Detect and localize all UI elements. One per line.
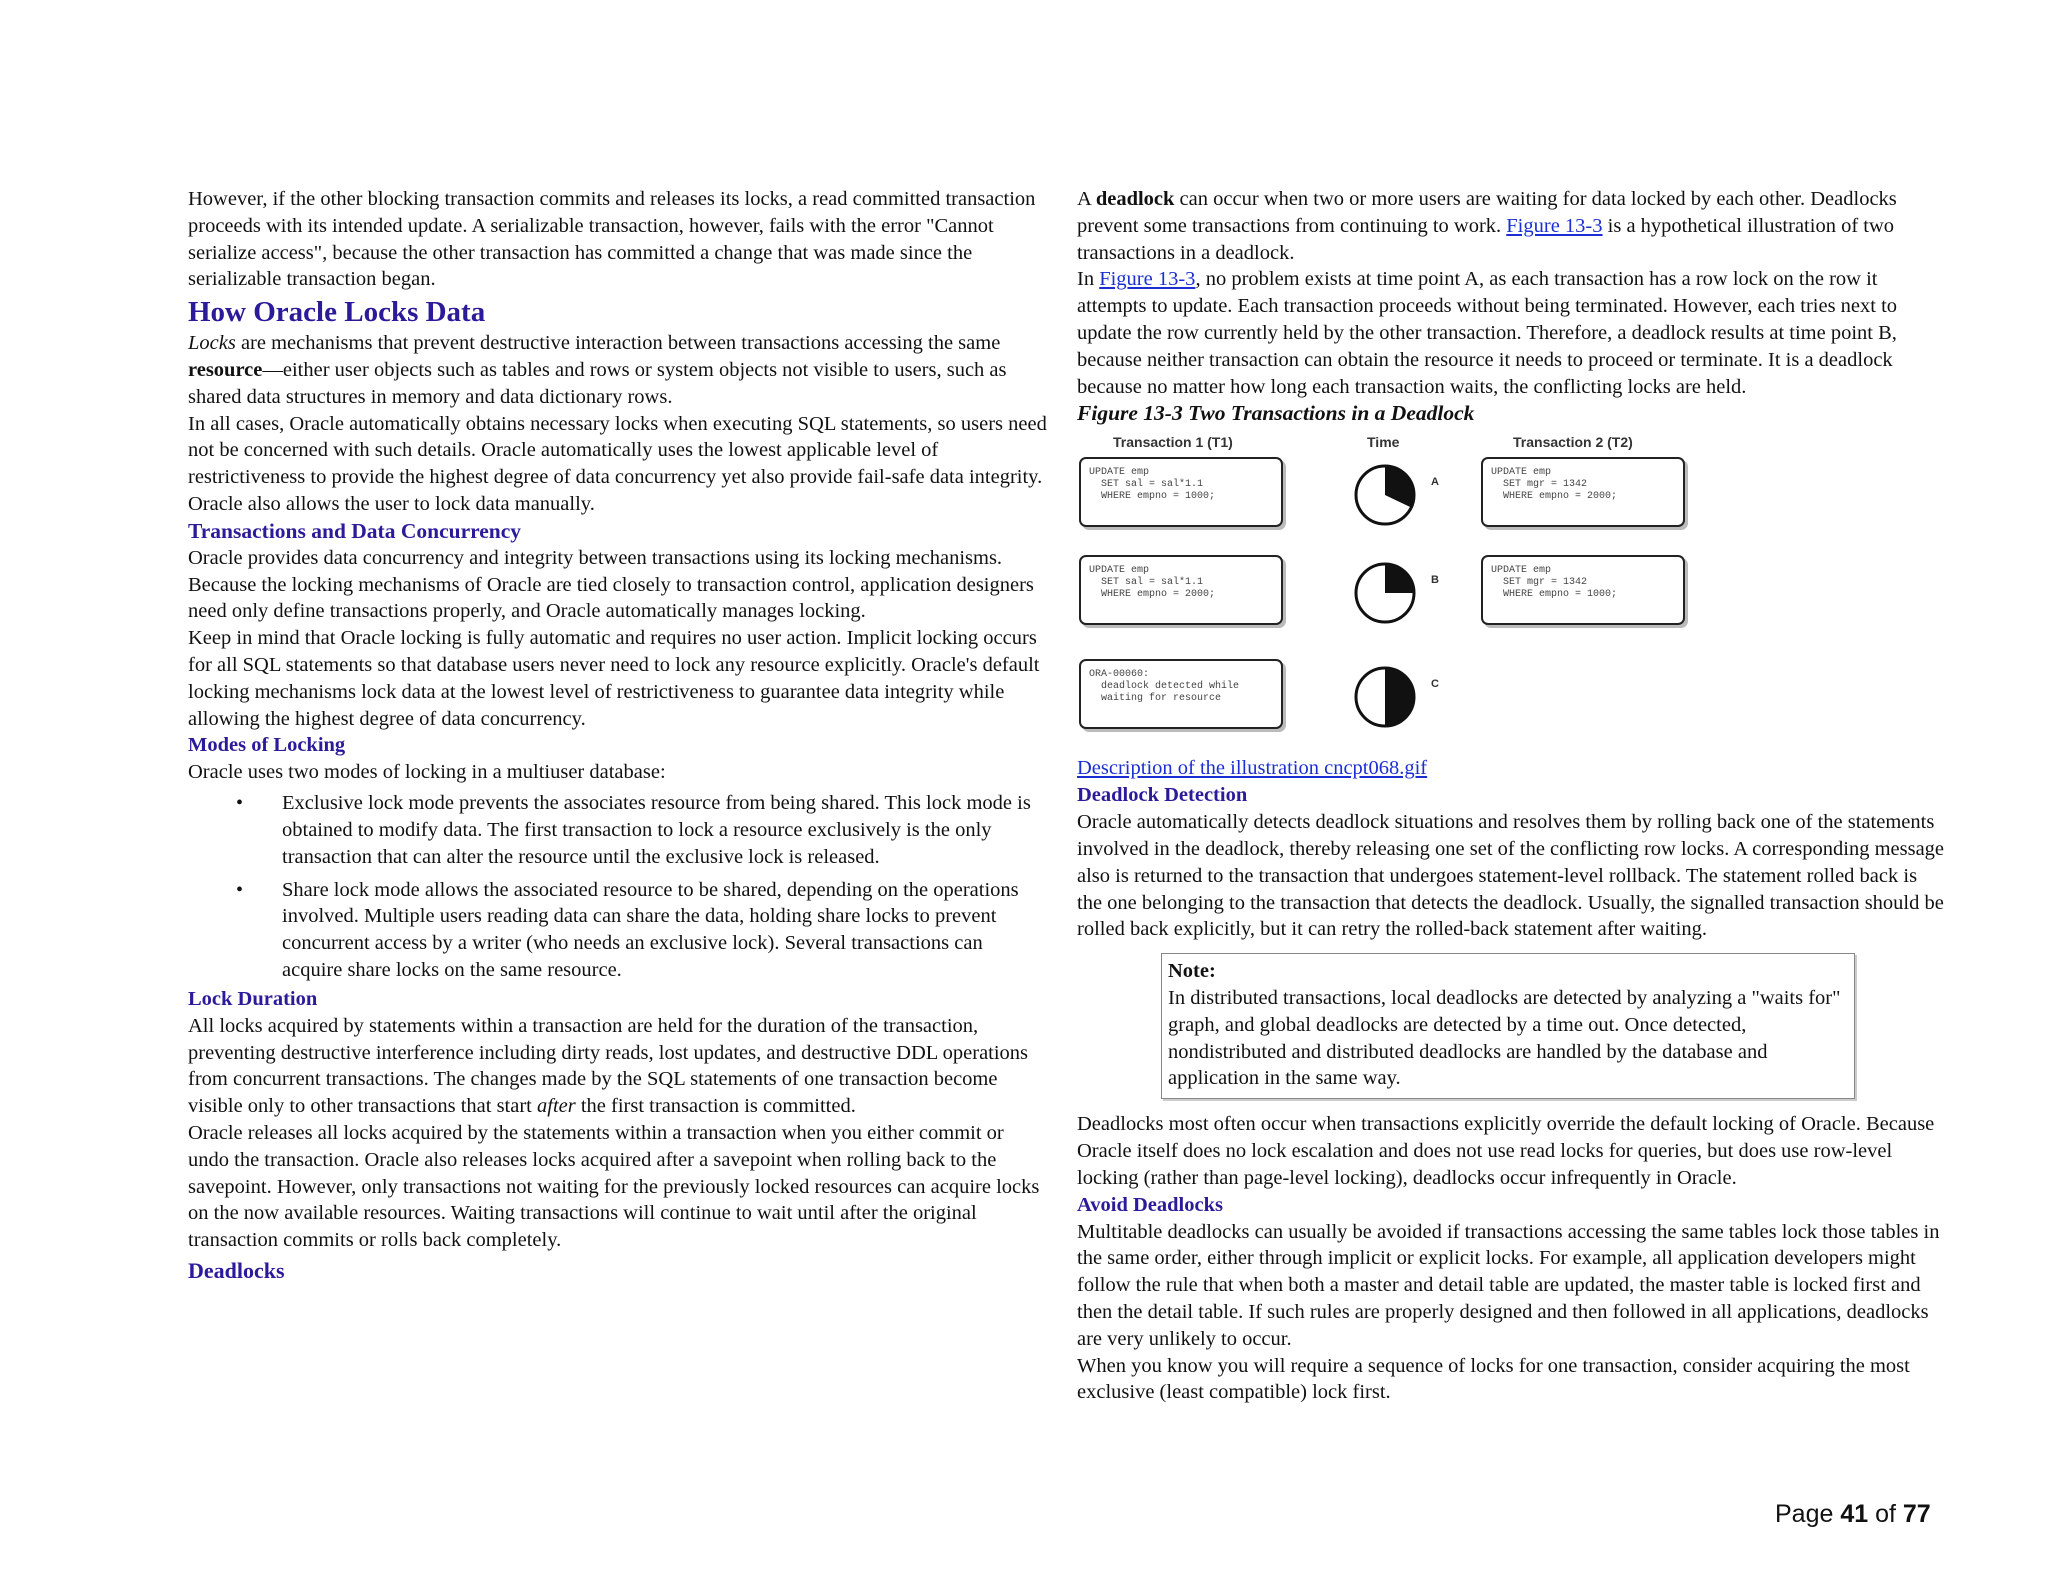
- list-item: • Share lock mode allows the associated resource to be shared, depending on the operations involved. Multiple users reading data can share the data, holding share locks to prevent concurrent access by a writer (who needs an exclusive lock). Several transactions can acquire share locks on the same resource.: [236, 878, 1019, 981]
- modes-intro: Oracle uses two modes of locking in a multiuser database:: [188, 761, 666, 784]
- figure-caption: Figure 13-3 Two Transactions in a Deadlock: [1077, 401, 1475, 426]
- deadlock-term: deadlock: [1095, 188, 1175, 210]
- heading-transactions-concurrency: Transactions and Data Concurrency: [188, 518, 522, 543]
- page-footer: Page 41 of 77: [1775, 1500, 1931, 1528]
- bullet-icon: •: [236, 792, 244, 815]
- heading-how-oracle-locks-data: How Oracle Locks Data: [188, 296, 486, 329]
- keep-in-mind-paragraph: Keep in mind that Oracle locking is fully automatic and requires no user action. Implicit locking occurs for all SQL statements so that database users never need to lock any resource explicitly. Oracle's default locking mechanisms lock data at the lowest level of restrictiveness to guarantee data integrity while allowing the highest degree of data concurrency.: [188, 627, 1040, 730]
- intro-paragraph: However, if the other blocking transaction commits and releases its locks, a read committed transaction proceeds with its intended update. A serializable transaction, however, fails with the error "Cannot serialize access", because the other transaction has committed a change that was made since the serializable transaction began.: [188, 188, 1036, 291]
- left-column: [188, 186, 1048, 1284]
- figure-link[interactable]: Figure 13-3: [1506, 214, 1603, 237]
- time-label-a: A: [1431, 476, 1439, 489]
- locks-paragraph: Locks are mechanisms that prevent destructive interaction between transactions accessing the same resource—either user objects such as tables and rows or system objects not visible to users, such as shared data structures in memory and data dictionary rows.: [188, 332, 1007, 408]
- time-label-c: C: [1431, 678, 1439, 691]
- in-figure-paragraph: In Figure 13-3, no problem exists at time point A, as each transaction has a row lock on the row it attempts to update. Each transaction proceeds without being terminated. However, each tries next to update the row currently held by the other transaction. Therefore, a deadlock results at time point B, because neither transaction can obtain the resource it needs to proceed or terminate. It is a deadlock because no matter how long each transaction waits, the conflicting locks are held.: [1077, 268, 1898, 398]
- heading-avoid-deadlocks: Avoid Deadlocks: [1077, 1193, 1223, 1216]
- clock-a-icon: [1353, 463, 1417, 527]
- heading-deadlock-detection: Deadlock Detection: [1077, 784, 1248, 807]
- figure-header-time: Time: [1367, 434, 1400, 451]
- heading-lock-duration: Lock Duration: [188, 987, 318, 1010]
- duration-paragraph: All locks acquired by statements within a transaction are held for the duration of the transaction, preventing destructive interference including dirty reads, lost updates, and destructive DDL operations from concurrent transactions. The changes made by the SQL statements of one transaction become visible only to other transactions that start after the first transaction is committed.: [188, 1014, 1029, 1118]
- sequence-paragraph: When you know you will require a sequence of locks for one transaction, consider acquiring the most exclusive (least compatible) lock first.: [1077, 1354, 1910, 1404]
- t1-statement-b: UPDATE emp SET sal = sal*1.1 WHERE empno = 2000;: [1079, 555, 1283, 625]
- modes-list: [188, 790, 1048, 984]
- all-cases-paragraph: In all cases, Oracle automatically obtains necessary locks when executing SQL statements, so users need not be concerned with such details. Oracle automatically uses the lowest applicable level of restrictiveness to provide the highest degree of data concurrency yet also provide fail-safe data integrity. Oracle also allows the user to lock data manually.: [188, 412, 1047, 515]
- deadlock-illustration: [1077, 429, 1697, 749]
- deadlock-paragraph: A deadlock can occur when two or more users are waiting for data locked by each other. Deadlocks prevent some transactions from continuing to work. Figure 13-3 is a hypothetical illustration of two transactions in a deadlock.: [1077, 188, 1897, 264]
- description-link[interactable]: Description of the illustration cncpt068.gif: [1077, 757, 1428, 780]
- time-label-b: B: [1431, 574, 1439, 587]
- page-total: 77: [1902, 1500, 1931, 1528]
- locks-term: Locks: [188, 332, 236, 355]
- after-term: after: [537, 1095, 576, 1118]
- note-box: [1161, 953, 1855, 1099]
- t2-statement-a: UPDATE emp SET mgr = 1342 WHERE empno = 2000;: [1481, 457, 1685, 527]
- release-paragraph: Oracle releases all locks acquired by the statements within a transaction when you either commit or undo the transaction. Oracle also releases locks acquired after a savepoint when rolling back to the savepoint. However, only transactions not waiting for the previously locked resources can acquire locks on the now available resources. Waiting transactions will continue to wait until after the original transaction commits or rolls back completely.: [188, 1121, 1040, 1252]
- note-text: In distributed transactions, local deadlocks are detected by analyzing a "waits for" graph, and global deadlocks are detected by a time out. Once detected, nondistributed and distributed deadlocks are handled by the database and application in the same way.: [1168, 986, 1841, 1090]
- bullet-icon: •: [236, 878, 244, 901]
- figure-link[interactable]: Figure 13-3: [1099, 268, 1196, 291]
- heading-modes-of-locking: Modes of Locking: [188, 734, 346, 757]
- resource-term: resource: [188, 358, 263, 381]
- avoid-paragraph: Multitable deadlocks can usually be avoided if transactions accessing the same tables lock those tables in the same order, either through implicit or explicit locks. For example, all application developers might follow the rule that when both a master and detail table are updated, the master table is locked first and then the detail table. If such rules are properly designed and then followed in all applications, deadlocks are very unlikely to occur.: [1077, 1220, 1940, 1350]
- transactions-paragraph: Oracle provides data concurrency and integrity between transactions using its locking mechanisms. Because the locking mechanisms of Oracle are tied closely to transaction control, application designers need only define transactions properly, and Oracle automatically manages locking.: [188, 546, 1034, 623]
- t2-statement-b: UPDATE emp SET mgr = 1342 WHERE empno = 1000;: [1481, 555, 1685, 625]
- often-paragraph: Deadlocks most often occur when transactions explicitly override the default locking of Oracle. Because Oracle itself does no lock escalation and does not use read locks for queries, but does use row-level locking (rather than page-level locking), deadlocks occur infrequently in Oracle.: [1077, 1113, 1935, 1189]
- t1-error-c: ORA-00060: deadlock detected while waiting for resource: [1079, 659, 1283, 729]
- right-column: [1077, 186, 1947, 1406]
- t1-statement-a: UPDATE emp SET sal = sal*1.1 WHERE empno = 1000;: [1079, 457, 1283, 527]
- note-title: Note:: [1168, 960, 1216, 983]
- page-number: 41: [1840, 1500, 1869, 1528]
- list-item: • Exclusive lock mode prevents the associates resource from being shared. This lock mode is obtained to modify data. The first transaction to lock a resource exclusively is the only transaction that can alter the resource until the exclusive lock is released.: [236, 792, 1031, 868]
- figure-header-t2: Transaction 2 (T2): [1513, 434, 1633, 451]
- clock-c-icon: [1353, 665, 1417, 729]
- figure-header-t1: Transaction 1 (T1): [1113, 434, 1233, 451]
- heading-deadlocks: Deadlocks: [188, 1257, 285, 1283]
- clock-b-icon: [1353, 561, 1417, 625]
- detection-paragraph: Oracle automatically detects deadlock situations and resolves them by rolling back one of the statements involved in the deadlock, thereby releasing one set of the conflicting row locks. A corresponding message also is returned to the transaction that undergoes statement-level rollback. The statement rolled back is the one belonging to the transaction that detects the deadlock. Usually, the signalled transaction should be rolled back explicitly, but it can retry the rolled-back statement after waiting.: [1077, 811, 1945, 941]
